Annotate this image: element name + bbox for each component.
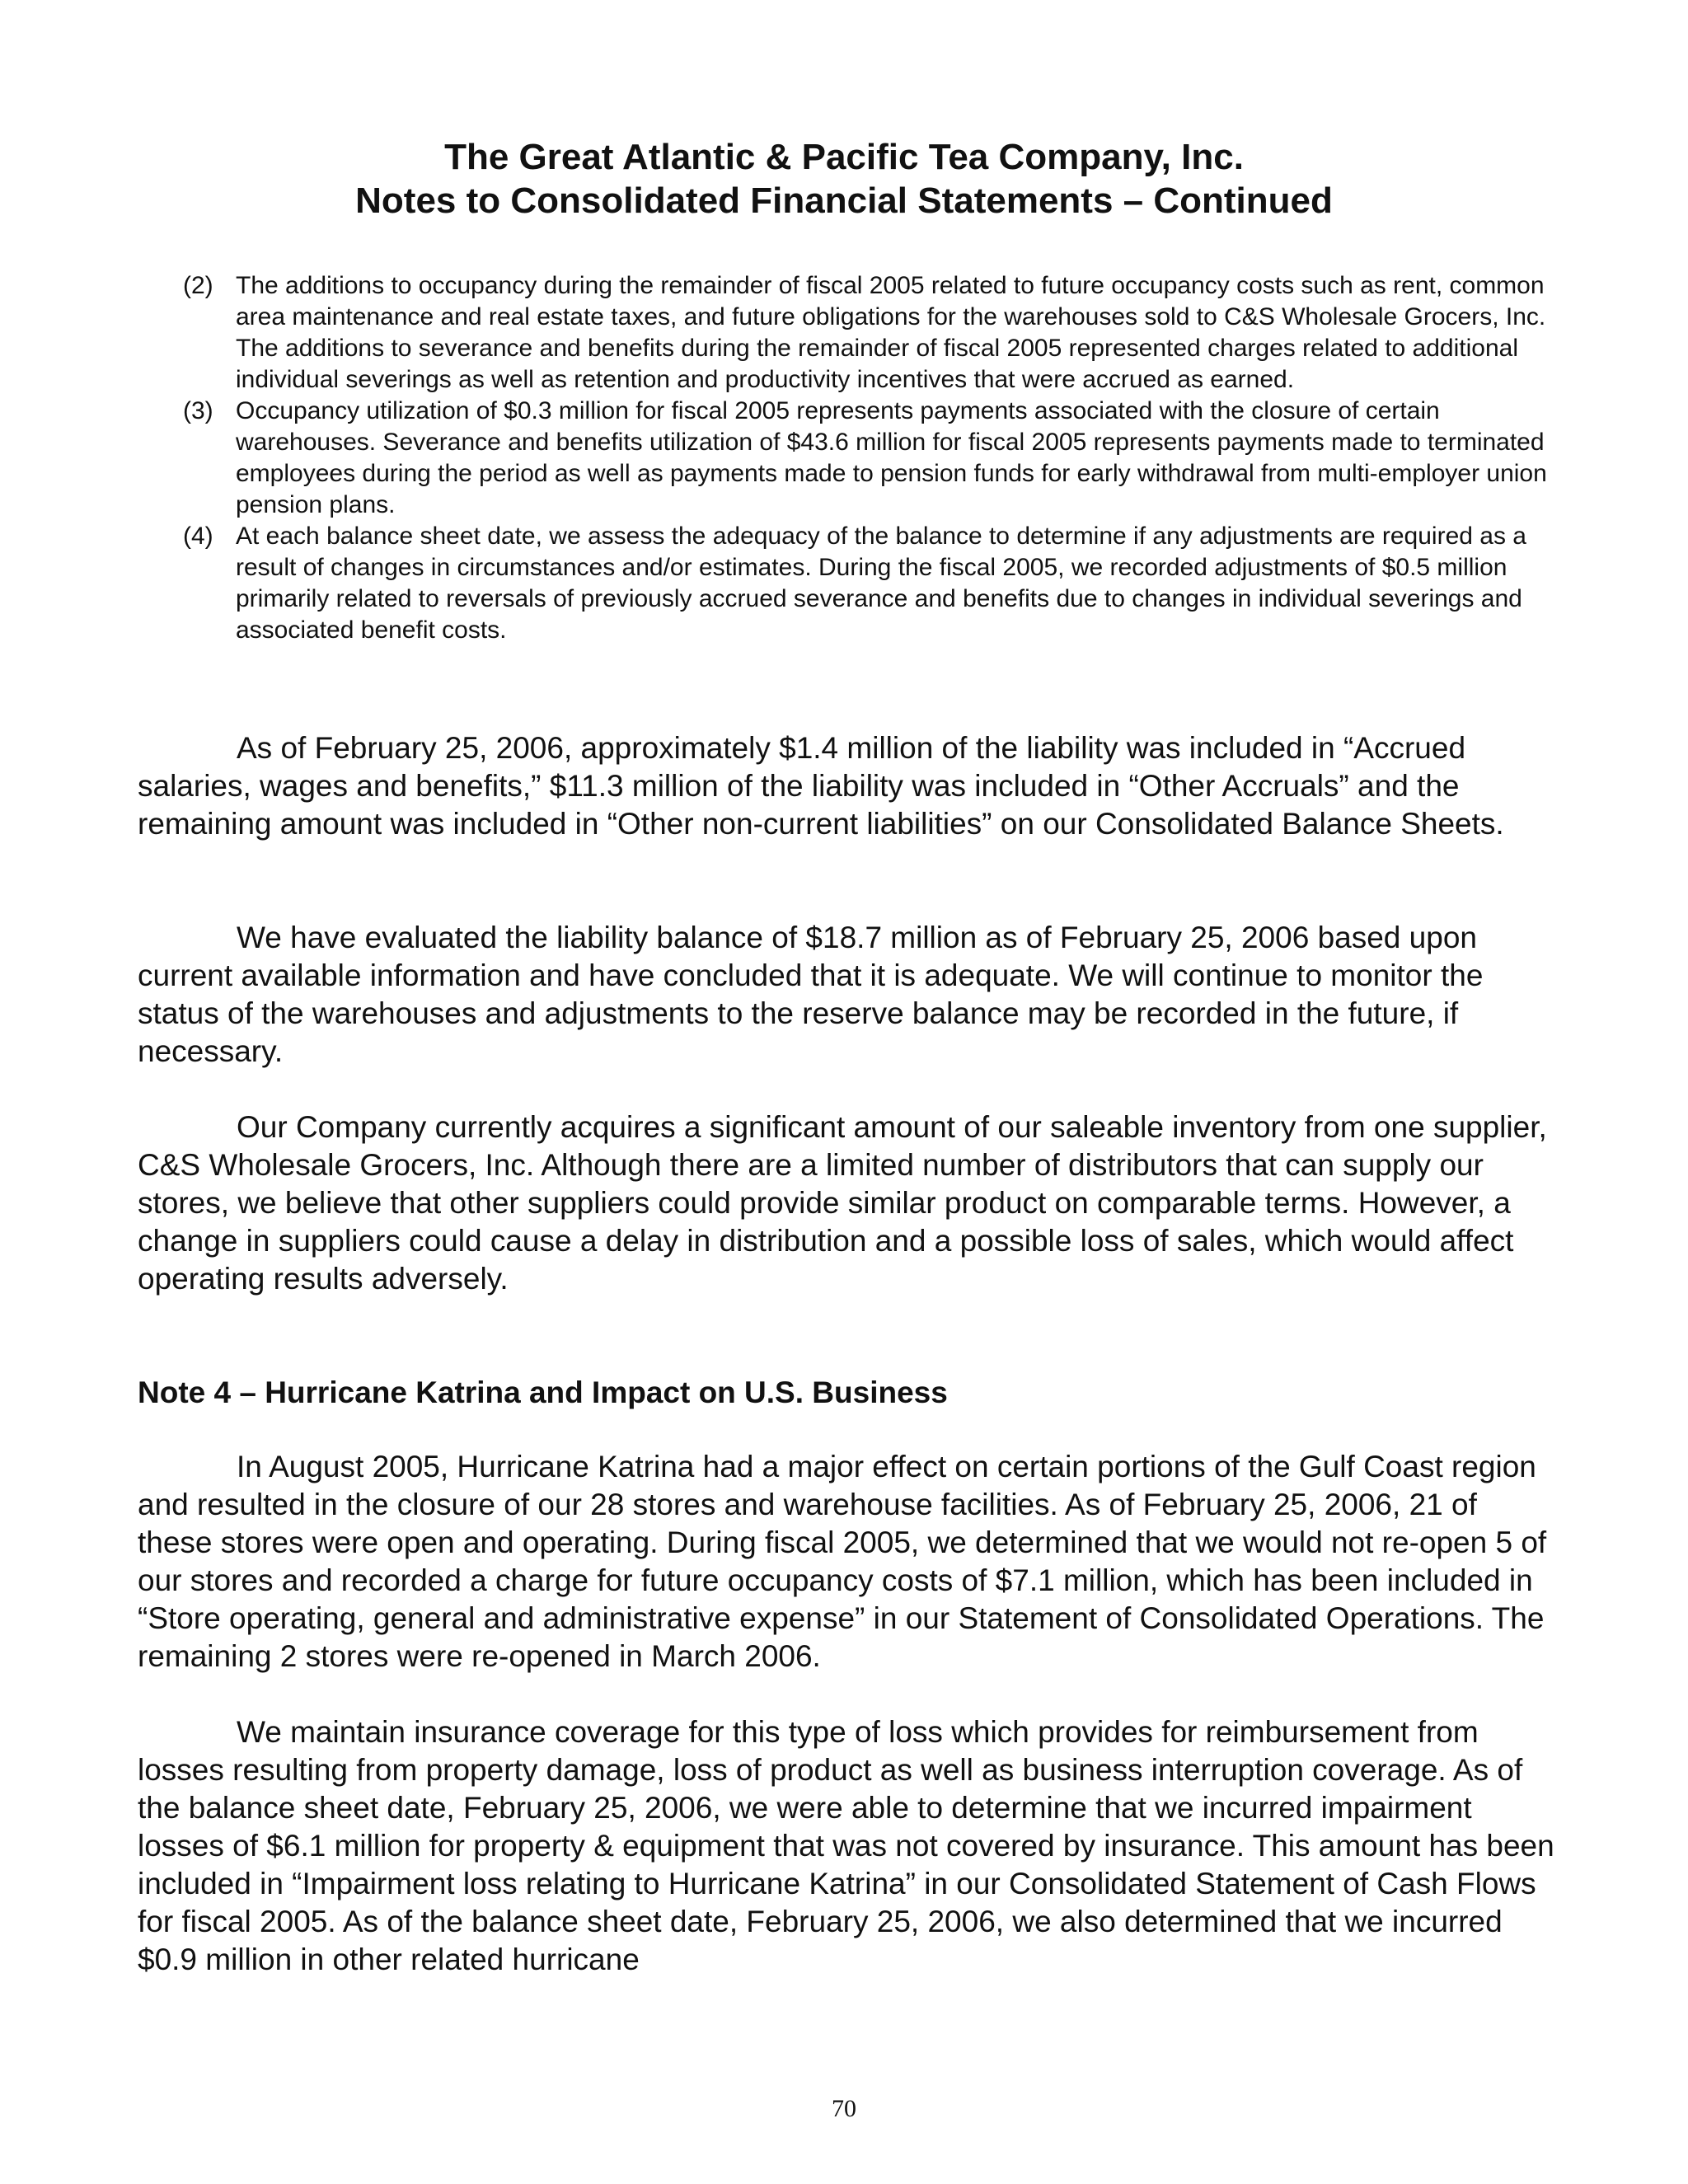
page-number: 70 xyxy=(832,2095,856,2122)
footnote-item xyxy=(183,270,1568,396)
document-subtitle: Notes to Consolidated Financial Statements – Continued xyxy=(355,180,1333,221)
footnote-list xyxy=(183,270,1568,646)
footnote-marker: (3) xyxy=(183,397,213,424)
footnote-item xyxy=(183,521,1568,646)
footnote-item xyxy=(183,396,1568,521)
page-header xyxy=(0,135,1688,223)
footnote-marker: (4) xyxy=(183,523,213,550)
katrina-insurance-paragraph: We maintain insurance coverage for this type of loss which provides for reimbursement from losses resulting from property damage, loss of product as well as business interruption coverage. As of the balance sheet date, February 25, 2006, we were able to determine that we incurred impairment losses of $6.1 million for property & equipment that was not covered by insurance. This amount has been included in “Impairment loss relating to Hurricane Katrina” in our Consolidated Statement of Cash Flows for fiscal 2005. As of the balance sheet date, February 25, 2006, we also determined that we incurred $0.9 million in other related hurricane xyxy=(138,1715,1554,1976)
liability-evaluation-paragraph: We have evaluated the liability balance of $18.7 million as of February 25, 2006 based upon current available information and have concluded that it is adequate. We will continue to monitor the status of the warehouses and adjustments to the reserve balance may be recorded in the future, if necessary. xyxy=(138,921,1484,1068)
supplier-concentration-paragraph: Our Company currently acquires a significant amount of our saleable inventory from one supplier, C&S Wholesale Grocers, Inc. Although there are a limited number of distributors that can supply our stores, we believe that other suppliers could provide similar product on comparable terms. However, a change in suppliers could cause a delay in distribution and a possible loss of sales, which would affect operating results adversely. xyxy=(138,1110,1547,1296)
katrina-closures-paragraph: In August 2005, Hurricane Katrina had a major effect on certain portions of the Gulf Coast region and resulted in the closure of our 28 stores and warehouse facilities. As of February 25, 2006, 21 of these stores were open and operating. During fiscal 2005, we determined that we would not re-open 5 of our stores and recorded a charge for future occupancy costs of $7.1 million, which has been included in “Store operating, general and administrative expense” in our Statement of Consolidated Operations. The remaining 2 stores were re-opened in March 2006. xyxy=(138,1450,1547,1673)
liability-allocation-paragraph: As of February 25, 2006, approximately $1.4 million of the liability was included in “Accrued salaries, wages and benefits,” $11.3 million of the liability was included in “Other Accruals” and the remaining amount was included in “Other non-current liabilities” on our Consolidated Balance Sheets. xyxy=(138,731,1504,841)
footnote-marker: (2) xyxy=(183,272,213,299)
footnote-text: The additions to occupancy during the remainder of fiscal 2005 related to future occupancy costs such as rent, common area maintenance and real estate taxes, and future obligations for the warehouses sold to C&S Wholesale Grocers, Inc. The additions to severance and benefits during the remainder of fiscal 2005 represented charges related to additional individual severings as well as retention and productivity incentives that were accrued as earned. xyxy=(236,272,1546,393)
note-4-heading: Note 4 – Hurricane Katrina and Impact on U.S. Business xyxy=(138,1376,948,1409)
company-title: The Great Atlantic & Pacific Tea Company, Inc. xyxy=(444,137,1244,177)
footnote-text: Occupancy utilization of $0.3 million for fiscal 2005 represents payments associated with the closure of certain warehouses. Severance and benefits utilization of $43.6 million for fiscal 2005 represents payments made to terminated employees during the period as well as payments made to pension funds for early withdrawal from multi-employer union pension plans. xyxy=(236,397,1547,518)
footnote-text: At each balance sheet date, we assess the adequacy of the balance to determine if any adjustments are required as a result of changes in circumstances and/or estimates. During the fiscal 2005, we recorded adjustments of $0.5 million primarily related to reversals of previously accrued severance and benefits due to changes in individual severings and associated benefit costs. xyxy=(236,523,1526,644)
